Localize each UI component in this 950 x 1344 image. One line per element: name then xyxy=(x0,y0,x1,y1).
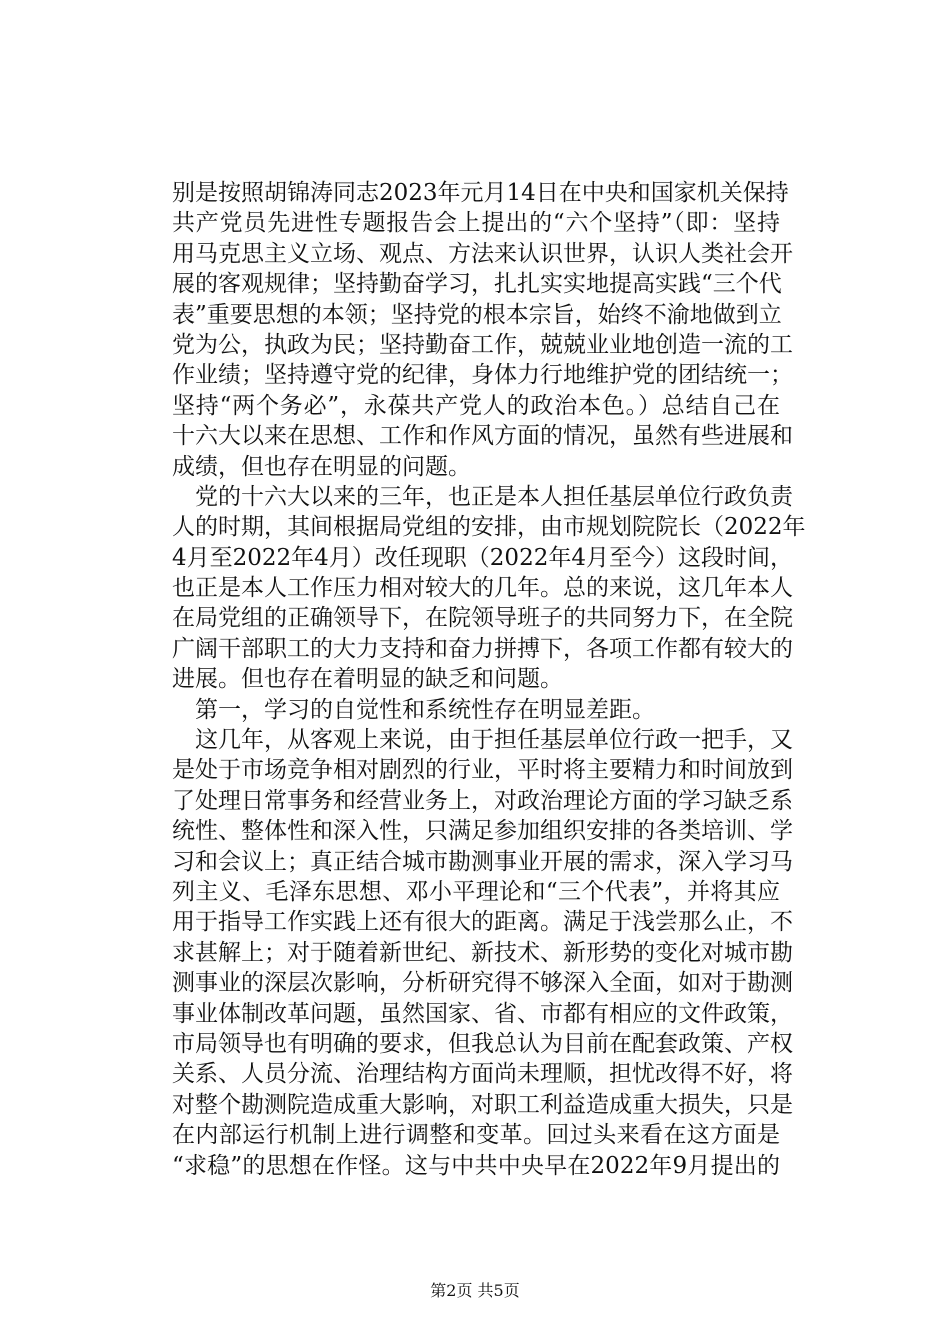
text-line: 别是按照胡锦涛同志2023年元月14日在中央和国家机关保持 xyxy=(172,180,789,206)
text-line: 人的时期，其间根据局党组的安排，由市规划院院长（2022年 xyxy=(172,514,806,541)
text-line: 统性、整体性和深入性，只满足参加组织安排的各类培训、学 xyxy=(172,818,793,845)
text-line: 市局领导也有明确的要求，但我总认为目前在配套政策、产权 xyxy=(172,1030,793,1057)
text-line: 求甚解上；对于随着新世纪、新技术、新形势的变化对城市勘 xyxy=(172,939,793,966)
text-line: 用于指导工作实践上还有很大的距离。满足于浅尝那么止，不 xyxy=(172,909,793,936)
text-line: 也正是本人工作压力相对较大的几年。总的来说，这几年本人 xyxy=(172,575,793,602)
text-line: 在内部运行机制上进行调整和变革。回过头来看在这方面是 xyxy=(172,1122,780,1149)
text-line: 党的十六大以来的三年，也正是本人担任基层单位行政负责 xyxy=(172,483,793,510)
text-line: 坚持“两个务必”，永葆共产党人的政治本色。）总结自己在 xyxy=(172,392,780,419)
text-line: 事业体制改革问题，虽然国家、省、市都有相应的文件政策， xyxy=(172,1000,793,1027)
text-line: 这几年，从客观上来说，由于担任基层单位行政一把手，又 xyxy=(172,727,793,754)
text-line: 了处理日常事务和经营业务上，对政治理论方面的学习缺乏系 xyxy=(172,787,793,814)
text-line: 表”重要思想的本领；坚持党的根本宗旨，始终不渝地做到立 xyxy=(172,301,782,328)
text-line: 关系、人员分流、治理结构方面尚未理顺，担忧改得不好，将 xyxy=(172,1061,793,1088)
text-line: 进展。但也存在着明显的缺乏和问题。 xyxy=(172,666,563,693)
text-line: 对整个勘测院造成重大影响，对职工利益造成重大损失，只是 xyxy=(172,1091,793,1118)
text-line: 列主义、毛泽东思想、邓小平理论和“三个代表”，并将其应 xyxy=(172,878,780,905)
text-line: 党为公，执政为民；坚持勤奋工作，兢兢业业地创造一流的工 xyxy=(172,331,793,358)
text-line: 十六大以来在思想、工作和作风方面的情况，虽然有些进展和 xyxy=(172,423,793,450)
text-line: 共产党员先进性专题报告会上提出的“六个坚持”（即：坚持 xyxy=(172,210,780,237)
text-line: 展的客观规律；坚持勤奋学习，扎扎实实地提高实践“三个代 xyxy=(172,271,782,298)
text-line: 作业绩；坚持遵守党的纪律，身体力行地维护党的团结统一； xyxy=(172,362,793,389)
text-line: “求稳”的思想在作怪。这与中共中央早在2022年9月提出的 xyxy=(172,1152,780,1179)
page-number-footer: 第2页 共5页 xyxy=(430,1281,520,1300)
text-line: 习和会议上；真正结合城市勘测事业开展的需求，深入学习马 xyxy=(172,848,793,875)
text-line: 在局党组的正确领导下，在院领导班子的共同努力下，在全院 xyxy=(172,605,793,632)
text-line: 是处于市场竞争相对剧烈的行业，平时将主要精力和时间放到 xyxy=(172,757,793,784)
text-line: 用马克思主义立场、观点、方法来认识世界，认识人类社会开 xyxy=(172,240,793,267)
text-line: 测事业的深层次影响，分析研究得不够深入全面，如对于勘测 xyxy=(172,970,793,997)
text-line: 成绩，但也存在明显的问题。 xyxy=(172,453,471,480)
text-line: 广阔干部职工的大力支持和奋力拼搏下，各项工作都有较大的 xyxy=(172,635,793,662)
text-line: 4月至2022年4月）改任现职（2022年4月至今）这段时间， xyxy=(172,544,793,571)
text-line: 第一，学习的自觉性和系统性存在明显差距。 xyxy=(172,696,655,723)
document-body xyxy=(172,178,806,1181)
